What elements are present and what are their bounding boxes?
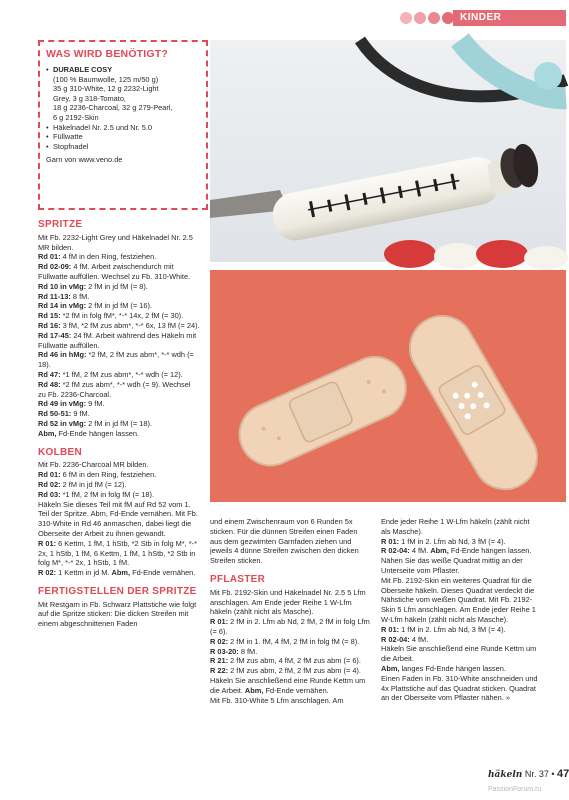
materials-title: WAS WIRD BENÖTIGT? bbox=[46, 48, 169, 60]
instruction: und einem Zwischenraum von 6 Runden 5x sticken. Für die dünnen Streifen einen Faden aus dem gezwirnten Garnfaden ziehen und jeweils 4 dünne Streifen zwischen den dicken Streifen sticken. bbox=[210, 517, 359, 566]
instruction: Rd 46 in hMg: *2 fM, 2 fM zus abm*, *-* wdh (= 18). bbox=[38, 350, 194, 370]
heading-pflaster: PFLASTER bbox=[210, 573, 266, 585]
yarn-line: Grey, 3 g 318-Tomato, bbox=[53, 93, 126, 103]
instruction: R 22: 2 fM zus abm, 2 fM, 2 fM zus abm (= 4). bbox=[210, 666, 361, 676]
plaster-illustration bbox=[210, 270, 566, 502]
instruction: Rd 11-13: 8 fM. bbox=[38, 291, 90, 301]
instruction: Rd 48: *2 fM zus abm*, *-* wdh (= 9). Wechsel zu Fb. 2236-Charcoal. bbox=[38, 379, 191, 399]
heading-kolben: KOLBEN bbox=[38, 446, 83, 458]
dot-1 bbox=[400, 12, 412, 24]
syringe-illustration bbox=[210, 40, 566, 262]
yarn-source-note: Garn von www.veno.de bbox=[46, 155, 123, 165]
magazine-brand: häkeln bbox=[488, 770, 523, 780]
instruction: Häkeln Sie anschließend eine Runde Kettm um die Arbeit. Abm, Fd-Ende vernähen. bbox=[210, 675, 366, 695]
instruction: Rd 01: 6 fM in den Ring, festziehen. bbox=[38, 470, 157, 480]
instruction: Rd 14 in vMg: 2 fM in jd fM (= 16). bbox=[38, 301, 152, 311]
instruction: Rd 17-45: 24 fM. Arbeit während des Häkeln mit Füllwatte auffüllen. bbox=[38, 330, 197, 350]
instruction: R 02-04: 4 fM. bbox=[381, 634, 429, 644]
instruction: R 01: 1 fM in 2. Lfm ab Nd, 3 fM (= 4). bbox=[381, 536, 506, 546]
instruction: Häkeln Sie dieses Teil mit fM auf Rd 52 vom 1. Teil der Spritze. Abm, Fd-Ende vernähen. Mit Fb. 310-White in Rd 46 anmaschen, dabei liegt die Oberseite der Arbeit zu ihnen gewandt. bbox=[38, 499, 198, 538]
instruction: R 21: 2 fM zus abm, 4 fM, 2 fM zus abm (= 6). bbox=[210, 656, 361, 666]
page-number: 47 bbox=[557, 768, 569, 780]
heading-spritze: SPRITZE bbox=[38, 219, 83, 230]
instruction: Rd 02: 2 fM in jd fM (= 12). bbox=[38, 479, 127, 489]
instruction: Rd 49 in vMg: 9 fM. bbox=[38, 399, 105, 409]
materials-yarn bbox=[46, 65, 200, 75]
column-3 bbox=[381, 517, 541, 703]
instruction: Häkeln Sie anschließend eine Runde Kettm um die Arbeit. bbox=[381, 644, 537, 664]
yarn-line: 18 g 2236-Charcoal, 32 g 279-Pearl, bbox=[53, 103, 173, 113]
material-item: • Häkelnadel Nr. 2.5 und Nr. 5.0 bbox=[46, 123, 200, 133]
instruction: Rd 03: *1 fM, 2 fM in folg fM (= 18). bbox=[38, 489, 155, 499]
syringe-photo bbox=[210, 40, 566, 262]
instruction: Rd 50-51: 9 fM. bbox=[38, 409, 90, 419]
instruction: Rd 52 in vMg: 2 fM in jd fM (= 18). bbox=[38, 418, 152, 428]
instruction: Mit Restgarn in Fb. Schwarz Plattstiche wie folgt auf die Spritze sticken: Die dicken Streifen mit einem abgeschnittenen Faden bbox=[38, 599, 197, 629]
footer-bullet: • bbox=[551, 769, 555, 779]
instruction: R 01: 1 fM in 2. Lfm ab Nd, 3 fM (= 4). bbox=[381, 624, 506, 634]
watermark: PassionForum.ru bbox=[488, 786, 542, 793]
instruction: Mit Fb. 2236-Charcoal MR bilden. bbox=[38, 460, 149, 470]
instruction: Rd 01: 4 fM in den Ring, festziehen. bbox=[38, 252, 157, 262]
instruction: Rd 02-09: 4 fM. Arbeit zwischendurch mit Füllwatte auffüllen. Wechsel zu Fb. 310-White. bbox=[38, 262, 191, 281]
instruction: Einen Faden in Fb. 310-White anschneiden und 4x Plattstiche auf das Quadrat sticken. Quadrat an der Oberseite vom Pflaster nähen. » bbox=[381, 673, 538, 703]
instruction: R 02: 2 fM in 1. fM, 4 fM, 2 fM in folg fM (= 8). bbox=[210, 636, 360, 646]
instruction: Abm, Fd-Ende hängen lassen. bbox=[38, 428, 140, 438]
yarn-line: 35 g 310-White, 12 g 2232-Light bbox=[53, 84, 159, 94]
instruction: R 02: 1 Kettm in jd M. Abm, Fd-Ende vernähen. bbox=[38, 568, 196, 578]
instruction: R 01: 2 fM in 2. Lfm ab Nd, 2 fM, 2 fM in folg Lfm (= 6). bbox=[210, 617, 370, 636]
section-dots bbox=[400, 12, 454, 24]
instruction: R 02-04: 4 fM. Abm, Fd-Ende hängen lassen. Nähen Sie das weiße Quadrat mittig an der Unterseite vom Pflaster. bbox=[381, 546, 532, 575]
issue-number: Nr. 37 bbox=[524, 769, 549, 779]
material-item: • Füllwatte bbox=[46, 132, 200, 142]
page-footer bbox=[488, 768, 569, 780]
instruction: Mit Fb. 2192-Skin ein weiteres Quadrat für die Oberseite häkeln. Dieses Quadrat verdeckt die Nähstiche vom weißen Quadrat. Mit Fb. 2192-Skin 5 Lfm anschlagen. Am Ende jeder Reihe 1 W-Lfm häkeln (zählt nicht als Masche). bbox=[381, 575, 536, 624]
section-label: KINDER bbox=[460, 12, 502, 23]
instruction: Mit Fb. 310-White 5 Lfm anschlagen. Am bbox=[210, 695, 344, 705]
yarn-line: (100 % Baumwolle, 125 m/50 g) bbox=[53, 74, 159, 84]
instruction: Rd 10 in vMg: 2 fM in jd fM (= 8). bbox=[38, 281, 148, 291]
instruction: R 03-20: 8 fM. bbox=[210, 646, 258, 656]
materials-list bbox=[46, 65, 200, 151]
instruction: Rd 16: 3 fM, *2 fM zus abm*, *-* 6x, 13 fM (= 24). bbox=[38, 320, 200, 330]
yarn-name: DURABLE COSY bbox=[53, 65, 113, 74]
column-1 bbox=[38, 220, 200, 629]
heading-fertigstellen: FERTIGSTELLEN DER SPRITZE bbox=[38, 585, 197, 597]
instruction: Mit Fb. 2232-Light Grey und Häkelnadel Nr. 2.5 MR bilden. bbox=[38, 232, 193, 252]
instruction: Rd 47: *1 fM, 2 fM zus abm*, *-* wdh (= 12). bbox=[38, 369, 183, 379]
material-item: • Stopfnadel bbox=[46, 142, 200, 152]
instruction: Ende jeder Reihe 1 W-Lfm häkeln (zählt nicht als Masche). bbox=[381, 517, 530, 536]
materials-box bbox=[38, 40, 208, 210]
dot-2 bbox=[414, 12, 426, 24]
instruction: Mit Fb. 2192-Skin und Häkelnadel Nr. 2.5 5 Lfm anschlagen. Am Ende jeder Reihe 1 W-Lfm häkeln (zählt nicht als Masche). bbox=[210, 587, 366, 617]
yarn-line: 6 g 2192-Skin bbox=[53, 112, 99, 122]
instruction: Abm, langes Fd-Ende hängen lassen. bbox=[381, 663, 506, 673]
column-2 bbox=[210, 517, 370, 705]
instruction: R 01: 6 Kettm, 1 fM, 1 hStb, *2 Stb in folg M*, *-* 2x, 1 hStb, 1 fM, 6 Kettm, 1 fM, 1 hStb, *2 Stb in folg M*, *-* 2x, 1 hStb, 1 fM. bbox=[38, 538, 197, 568]
dot-3 bbox=[428, 12, 440, 24]
instruction: Rd 15: *2 fM in folg fM*, *-* 14x, 2 fM (= 30). bbox=[38, 311, 184, 321]
plaster-photo bbox=[210, 270, 566, 502]
